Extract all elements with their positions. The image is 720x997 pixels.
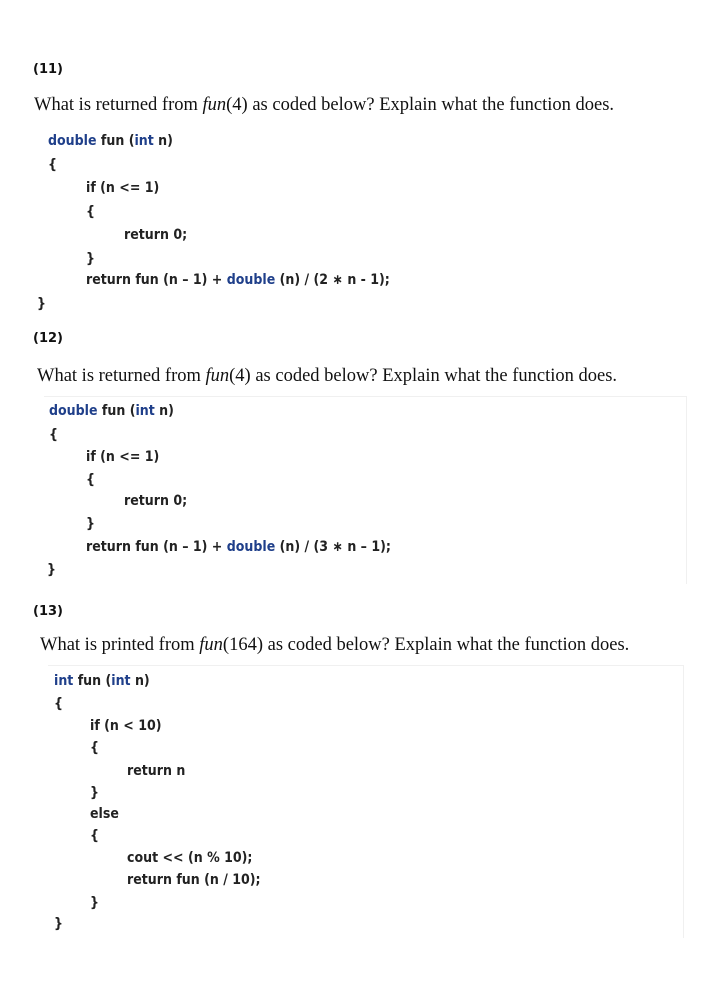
question-13-text [40, 635, 629, 656]
code-13-line-1-b: n) [130, 673, 150, 689]
code-12-line-5 [124, 493, 187, 509]
code-12-line-4: { [86, 472, 95, 488]
question-13-func: fun [199, 635, 223, 655]
code-13-line-1 [54, 673, 150, 689]
code-13-line-7: else [90, 806, 119, 822]
code-11-line-6: } [86, 251, 95, 267]
code-12-line-7-b: (n) / (3 ∗ n – 1); [275, 539, 391, 555]
code-12-line-1-a: fun ( [97, 403, 136, 419]
code-12-line-8: } [47, 562, 56, 578]
code-12-line-1-b: n) [154, 403, 174, 419]
code-11-line-3: if (n <= 1) [86, 180, 160, 196]
code-13-line-10 [127, 872, 261, 888]
question-11-post: as coded below? Explain what the function does. [247, 95, 615, 115]
code-13-return-val: n [171, 763, 186, 779]
question-12-post: as coded below? Explain what the function does. [250, 366, 618, 386]
code-13-kw-int: int [54, 673, 74, 689]
code-13-line-6: } [90, 785, 99, 801]
question-12-text [37, 366, 617, 387]
code-12-return-val: 0; [168, 493, 188, 509]
code-11-line-4: { [86, 204, 95, 220]
question-11-text [34, 95, 614, 116]
code-12-line-7 [86, 539, 391, 555]
code-12-return2-kw: return [86, 539, 131, 555]
code-11-line-8: } [37, 296, 46, 312]
code-12-line-2: { [49, 427, 58, 443]
code-11-kw-double-2: double [226, 272, 276, 288]
code-12-kw-double-2: double [226, 539, 276, 555]
code-12-line-1 [49, 403, 174, 419]
question-12-pre: What is returned from [37, 366, 206, 386]
code-11-line-5 [124, 227, 187, 243]
code-11-line-7-a: fun (n – 1) + [130, 272, 227, 288]
code-12-kw-int: int [135, 403, 155, 419]
code-13-line-11: } [90, 895, 99, 911]
code-11-return-val: 0; [168, 227, 188, 243]
code-11-kw-int: int [134, 133, 154, 149]
question-13-pre: What is printed from [40, 635, 200, 655]
code-13-return2-kw: return [127, 872, 172, 888]
question-12-arg: (4) [229, 366, 251, 386]
code-12-line-3: if (n <= 1) [86, 449, 160, 465]
code-block-12-frame [44, 396, 687, 584]
question-12-func: fun [205, 366, 230, 386]
question-number-13: (13) [33, 604, 63, 619]
code-11-line-2: { [48, 157, 57, 173]
code-13-kw-int-2: int [111, 673, 131, 689]
code-11-line-1 [48, 133, 173, 149]
code-12-line-6: } [86, 516, 95, 532]
code-block-13-frame [48, 665, 684, 938]
code-12-kw-double: double [49, 403, 98, 419]
code-13-line-2: { [54, 696, 63, 712]
question-number-12: (12) [33, 331, 63, 346]
code-11-line-1-b: n) [153, 133, 173, 149]
question-13-post: as coded below? Explain what the function does. [262, 635, 630, 655]
code-11-return2-kw: return [86, 272, 131, 288]
code-13-line-1-a: fun ( [73, 673, 112, 689]
code-13-line-5 [127, 763, 185, 779]
code-13-line-12: } [54, 916, 63, 932]
code-11-line-7 [86, 272, 390, 288]
code-13-line-3: if (n < 10) [90, 718, 162, 734]
code-12-line-7-a: fun (n – 1) + [130, 539, 227, 555]
code-13-return-kw: return [127, 763, 172, 779]
code-11-kw-double: double [48, 133, 97, 149]
code-13-line-4: { [90, 740, 99, 756]
question-11-arg: (4) [226, 95, 248, 115]
code-11-line-7-b: (n) / (2 ∗ n - 1); [275, 272, 390, 288]
code-11-line-1-a: fun ( [96, 133, 135, 149]
question-11-func: fun [202, 95, 227, 115]
question-13-arg: (164) [222, 635, 263, 655]
code-11-return-kw: return [124, 227, 169, 243]
code-13-line-8: { [90, 828, 99, 844]
code-13-line-9: cout << (n % 10); [127, 850, 253, 866]
question-11-pre: What is returned from [34, 95, 203, 115]
code-12-return-kw: return [124, 493, 169, 509]
question-number-11: (11) [33, 62, 63, 77]
code-13-return2-val: fun (n / 10); [171, 872, 261, 888]
